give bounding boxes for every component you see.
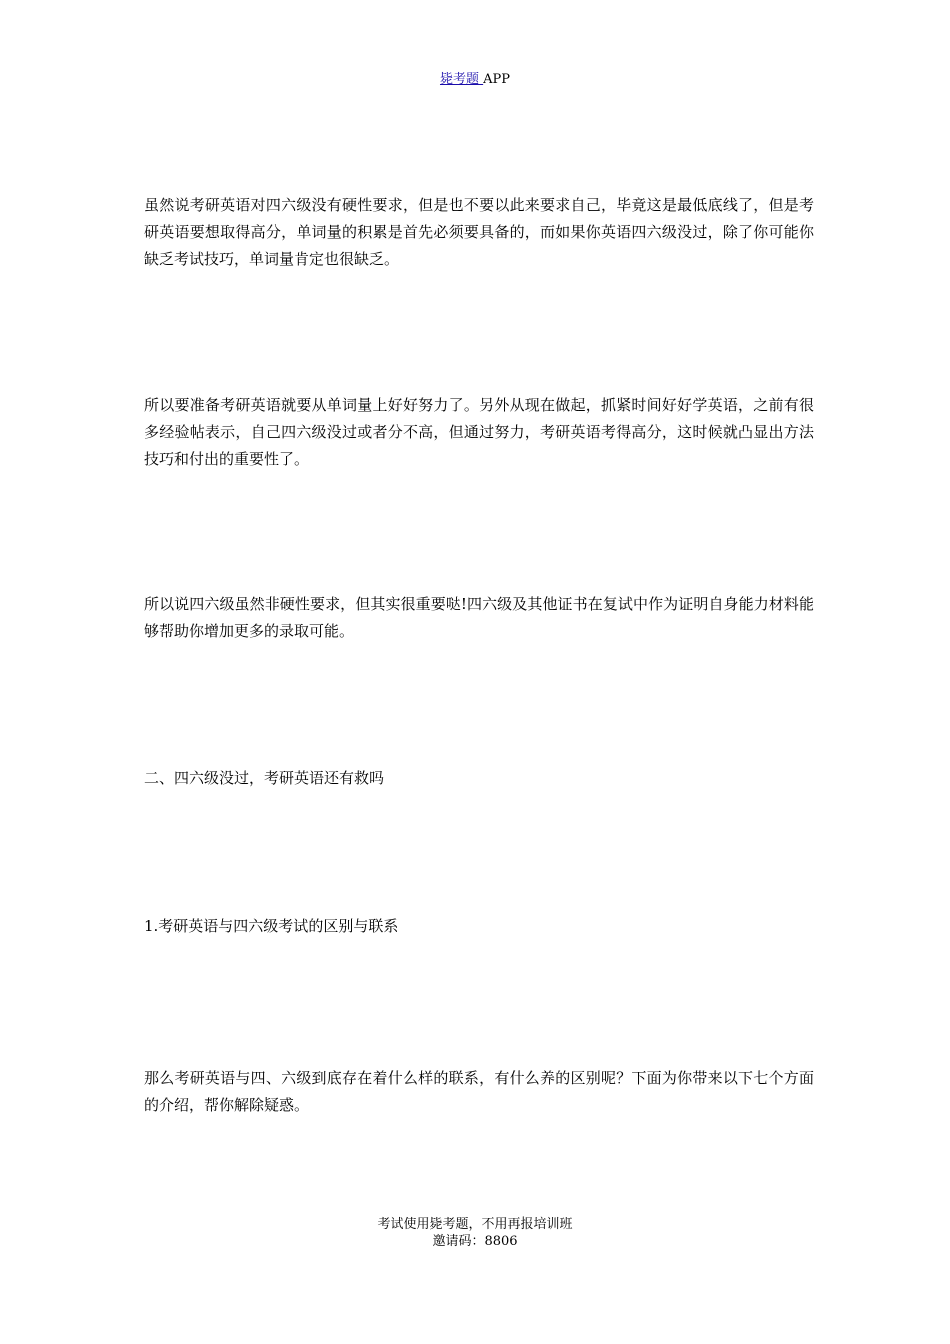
section-heading-2: 二、四六级没过，考研英语还有救吗 — [144, 769, 385, 787]
paragraph-cet-importance: 所以说四六级虽然非硬性要求，但其实很重要哒!四六级及其他证书在复试中作为证明自身能力材料能够帮助你增加更多的录取可能。 — [144, 595, 814, 640]
app-link[interactable]: 毙考题 — [439, 72, 484, 87]
paragraph-relationship-intro: 那么考研英语与四、六级到底存在着什么样的联系，有什么养的区别呢？下面为你带来以下七个方面的介绍，帮你解除疑惑。 — [144, 1069, 814, 1114]
page-header — [0, 68, 950, 87]
subsection-heading-1: 1.考研英语与四六级考试的区别与联系 — [144, 917, 399, 935]
paragraph-vocabulary-effort: 所以要准备考研英语就要从单词量上好好努力了。另外从现在做起，抓紧时间好好学英语，之前有很多经验帖表示，自己四六级没过或者分不高，但通过努力，考研英语考得高分，这时候就凸显出方法技巧和付出的重要性了。 — [144, 396, 814, 468]
app-suffix: APP — [483, 72, 511, 87]
footer-invite-code: 邀请码：8806 — [432, 1234, 518, 1249]
page-footer — [0, 1216, 950, 1250]
footer-slogan: 考试使用毙考题，不用再报培训班 — [377, 1217, 573, 1232]
paragraph-cet-requirement: 虽然说考研英语对四六级没有硬性要求，但是也不要以此来要求自己，毕竟这是最低底线了，但是考研英语要想取得高分，单词量的积累是首先必须要具备的，而如果你英语四六级没过，除了你可能你缺乏考试技巧，单词量肯定也很缺乏。 — [144, 196, 814, 268]
